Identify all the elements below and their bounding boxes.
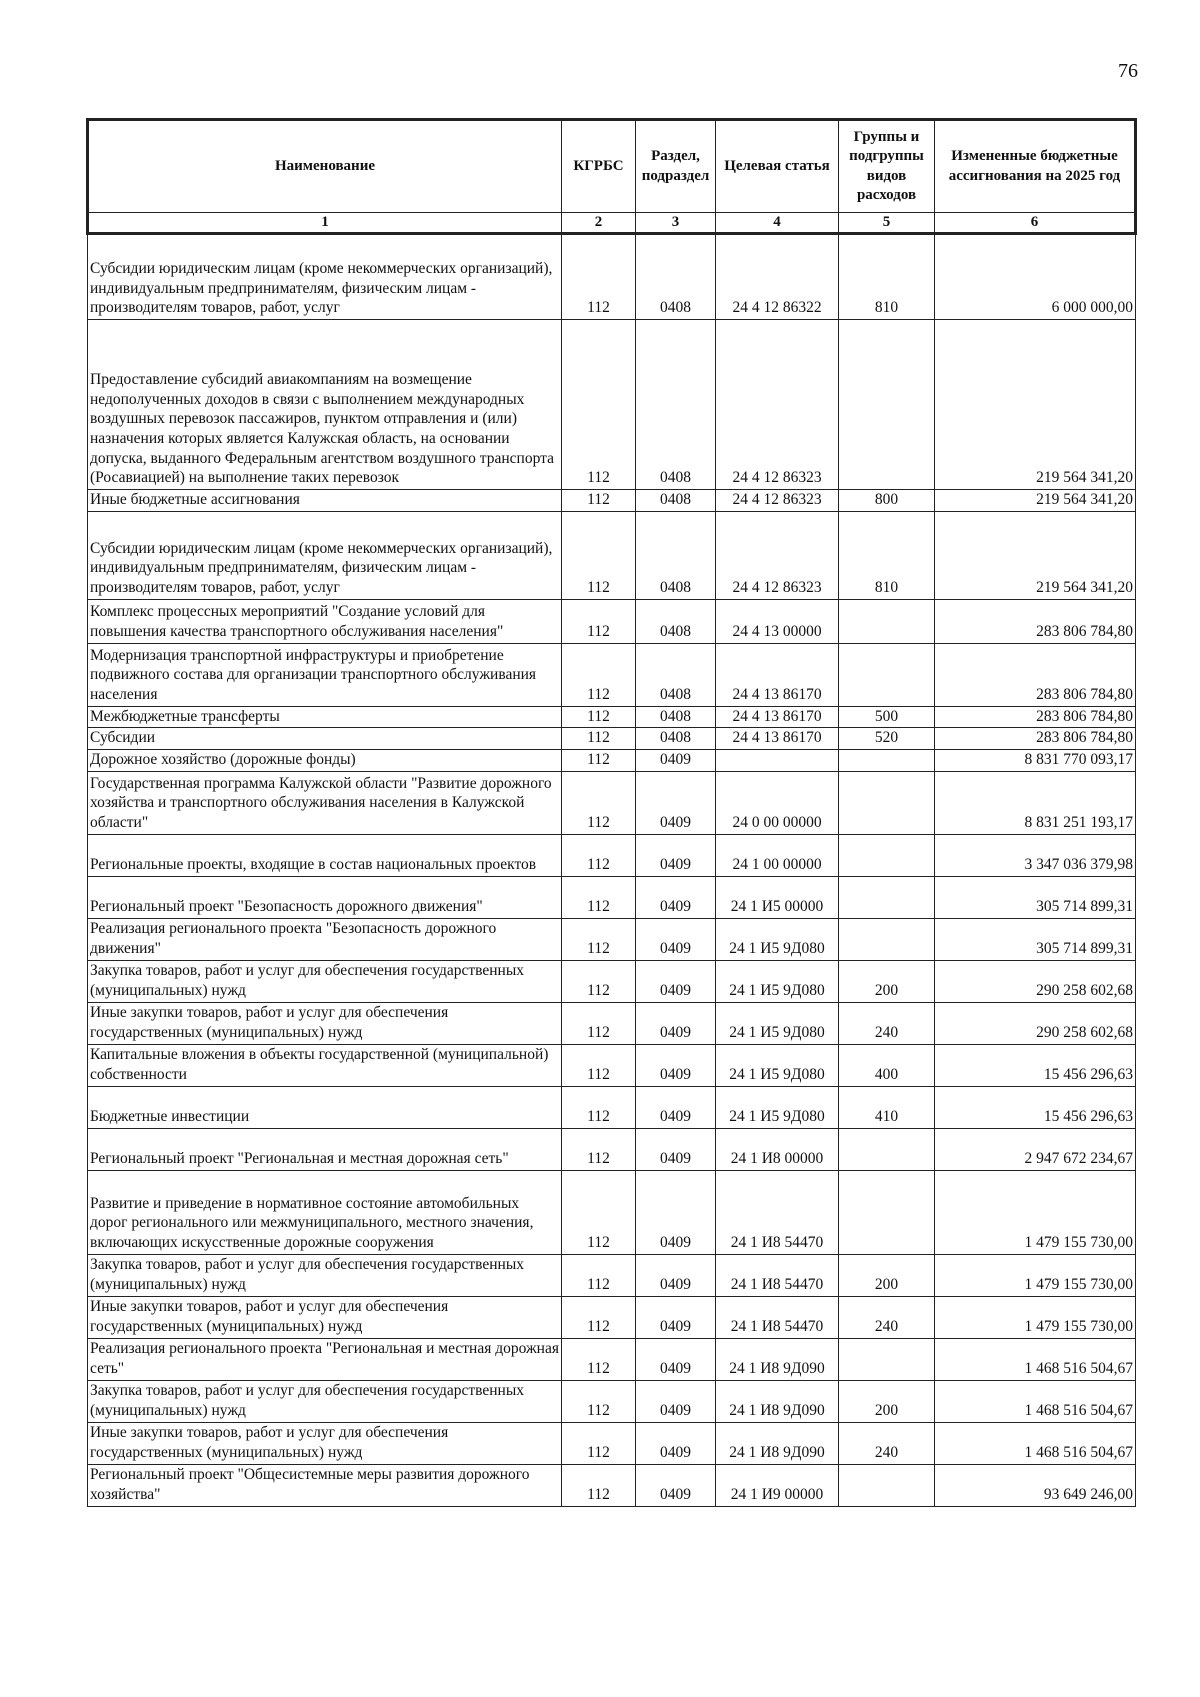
row-expense-group-cell: 800 — [839, 490, 935, 512]
row-section-cell: 0409 — [636, 1044, 716, 1086]
row-kgrbs-cell: 112 — [562, 750, 636, 772]
row-amount-cell: 283 806 784,80 — [935, 643, 1136, 706]
row-amount-cell: 1 468 516 504,67 — [935, 1338, 1136, 1380]
row-amount-cell: 290 258 602,68 — [935, 1002, 1136, 1044]
table-row — [88, 918, 1136, 960]
row-expense-group-cell — [839, 834, 935, 876]
row-target-article-cell: 24 4 13 86170 — [716, 706, 839, 728]
row-expense-group-cell: 240 — [839, 1422, 935, 1464]
row-section-cell: 0409 — [636, 876, 716, 918]
row-expense-group-cell — [839, 1128, 935, 1170]
row-expense-group-cell — [839, 320, 935, 490]
row-kgrbs-cell: 112 — [562, 1170, 636, 1254]
row-kgrbs-cell: 112 — [562, 1002, 636, 1044]
row-amount-cell: 6 000 000,00 — [935, 234, 1136, 320]
row-name-cell: Закупка товаров, работ и услуг для обеспечения государственных (муниципальных) нужд — [88, 960, 562, 1002]
row-expense-group-cell — [839, 750, 935, 772]
row-section-cell: 0408 — [636, 320, 716, 490]
row-expense-group-cell: 810 — [839, 234, 935, 320]
row-expense-group-cell — [839, 876, 935, 918]
row-name-cell: Иные закупки товаров, работ и услуг для обеспечения государственных (муниципальных) нужд — [88, 1002, 562, 1044]
table-row — [88, 960, 1136, 1002]
row-amount-cell: 15 456 296,63 — [935, 1086, 1136, 1128]
row-name-cell: Дорожное хозяйство (дорожные фонды) — [88, 750, 562, 772]
row-target-article-cell: 24 4 12 86323 — [716, 490, 839, 512]
table-row — [88, 834, 1136, 876]
header-section: Раздел, подраздел — [636, 120, 716, 213]
row-name-cell: Бюджетные инвестиции — [88, 1086, 562, 1128]
row-name-cell: Развитие и приведение в нормативное состояние автомобильных дорог регионального или межмуниципального, местного значения, включающих искусственные дорожные сооружения — [88, 1170, 562, 1254]
row-amount-cell: 1 479 155 730,00 — [935, 1254, 1136, 1296]
row-target-article-cell: 24 1 И8 54470 — [716, 1170, 839, 1254]
row-target-article-cell: 24 1 И8 54470 — [716, 1296, 839, 1338]
table-header-row — [88, 120, 1136, 213]
table-row — [88, 771, 1136, 834]
row-kgrbs-cell: 112 — [562, 511, 636, 599]
table-row — [88, 876, 1136, 918]
column-number: 3 — [636, 213, 716, 234]
row-name-cell: Региональные проекты, входящие в состав национальных проектов — [88, 834, 562, 876]
row-section-cell: 0409 — [636, 1380, 716, 1422]
row-expense-group-cell — [839, 771, 935, 834]
row-expense-group-cell — [839, 1464, 935, 1506]
table-row — [88, 1086, 1136, 1128]
row-section-cell: 0409 — [636, 1296, 716, 1338]
row-name-cell: Субсидии юридическим лицам (кроме некоммерческих организаций), индивидуальным предпринимателям, физическим лицам - производителям товаров, работ, услуг — [88, 511, 562, 599]
row-section-cell: 0408 — [636, 511, 716, 599]
row-name-cell: Региональный проект "Региональная и местная дорожная сеть" — [88, 1128, 562, 1170]
column-number: 5 — [839, 213, 935, 234]
column-number: 6 — [935, 213, 1136, 234]
row-target-article-cell: 24 1 И5 9Д080 — [716, 918, 839, 960]
row-amount-cell: 219 564 341,20 — [935, 490, 1136, 512]
row-section-cell: 0409 — [636, 771, 716, 834]
row-section-cell: 0409 — [636, 1002, 716, 1044]
row-section-cell: 0408 — [636, 706, 716, 728]
row-kgrbs-cell: 112 — [562, 876, 636, 918]
table-row — [88, 234, 1136, 320]
header-target-article: Целевая статья — [716, 120, 839, 213]
row-target-article-cell: 24 1 И5 9Д080 — [716, 1044, 839, 1086]
row-kgrbs-cell: 112 — [562, 728, 636, 750]
row-amount-cell: 1 479 155 730,00 — [935, 1170, 1136, 1254]
row-expense-group-cell — [839, 1338, 935, 1380]
row-target-article-cell: 24 1 И8 9Д090 — [716, 1422, 839, 1464]
row-name-cell: Предоставление субсидий авиакомпаниям на возмещение недополученных доходов в связи с выполнением международных воздушных перевозок пассажиров, пунктом отправления и (или) назначения которых является Калужская область, на основании допуска, выданного Федеральным агентством воздушного транспорта (Росавиацией) на выполнение таких перевозок — [88, 320, 562, 490]
table-row — [88, 728, 1136, 750]
row-amount-cell: 15 456 296,63 — [935, 1044, 1136, 1086]
row-kgrbs-cell: 112 — [562, 1044, 636, 1086]
row-amount-cell: 305 714 899,31 — [935, 876, 1136, 918]
row-amount-cell: 219 564 341,20 — [935, 320, 1136, 490]
row-amount-cell: 283 806 784,80 — [935, 706, 1136, 728]
table-row — [88, 1464, 1136, 1506]
row-section-cell: 0409 — [636, 1422, 716, 1464]
row-amount-cell: 305 714 899,31 — [935, 918, 1136, 960]
row-kgrbs-cell: 112 — [562, 234, 636, 320]
row-amount-cell: 8 831 770 093,17 — [935, 750, 1136, 772]
row-section-cell: 0408 — [636, 490, 716, 512]
page-number: 76 — [1118, 60, 1138, 82]
row-name-cell: Капитальные вложения в объекты государственной (муниципальной) собственности — [88, 1044, 562, 1086]
table-row — [88, 1044, 1136, 1086]
table-row — [88, 490, 1136, 512]
column-number: 4 — [716, 213, 839, 234]
table-row — [88, 1254, 1136, 1296]
row-amount-cell: 2 947 672 234,67 — [935, 1128, 1136, 1170]
row-section-cell: 0409 — [636, 1338, 716, 1380]
row-section-cell: 0409 — [636, 1170, 716, 1254]
row-name-cell: Государственная программа Калужской области "Развитие дорожного хозяйства и транспортного обслуживания населения в Калужской области" — [88, 771, 562, 834]
row-name-cell: Субсидии юридическим лицам (кроме некоммерческих организаций), индивидуальным предпринимателям, физическим лицам - производителям товаров, работ, услуг — [88, 234, 562, 320]
row-name-cell: Региональный проект "Безопасность дорожного движения" — [88, 876, 562, 918]
row-section-cell: 0409 — [636, 1128, 716, 1170]
row-kgrbs-cell: 112 — [562, 771, 636, 834]
row-target-article-cell: 24 1 И5 9Д080 — [716, 1002, 839, 1044]
row-target-article-cell — [716, 750, 839, 772]
column-number: 1 — [88, 213, 562, 234]
row-expense-group-cell: 200 — [839, 1254, 935, 1296]
row-expense-group-cell: 200 — [839, 1380, 935, 1422]
table-row — [88, 1338, 1136, 1380]
row-expense-group-cell: 240 — [839, 1002, 935, 1044]
table-row — [88, 320, 1136, 490]
row-expense-group-cell: 400 — [839, 1044, 935, 1086]
row-section-cell: 0408 — [636, 599, 716, 643]
row-target-article-cell: 24 1 00 00000 — [716, 834, 839, 876]
table-body — [88, 234, 1136, 1507]
row-kgrbs-cell: 112 — [562, 643, 636, 706]
row-kgrbs-cell: 112 — [562, 1086, 636, 1128]
row-kgrbs-cell: 112 — [562, 320, 636, 490]
row-target-article-cell: 24 1 И5 9Д080 — [716, 1086, 839, 1128]
row-amount-cell: 283 806 784,80 — [935, 599, 1136, 643]
column-number-row — [88, 213, 1136, 234]
row-kgrbs-cell: 112 — [562, 834, 636, 876]
row-amount-cell: 1 468 516 504,67 — [935, 1380, 1136, 1422]
row-amount-cell: 8 831 251 193,17 — [935, 771, 1136, 834]
table-row — [88, 511, 1136, 599]
row-target-article-cell: 24 1 И8 9Д090 — [716, 1380, 839, 1422]
row-name-cell: Закупка товаров, работ и услуг для обеспечения государственных (муниципальных) нужд — [88, 1380, 562, 1422]
row-section-cell: 0408 — [636, 643, 716, 706]
row-section-cell: 0408 — [636, 728, 716, 750]
row-amount-cell: 3 347 036 379,98 — [935, 834, 1136, 876]
row-name-cell: Межбюджетные трансферты — [88, 706, 562, 728]
row-target-article-cell: 24 1 И8 9Д090 — [716, 1338, 839, 1380]
row-target-article-cell: 24 4 13 00000 — [716, 599, 839, 643]
table-row — [88, 750, 1136, 772]
row-name-cell: Иные закупки товаров, работ и услуг для обеспечения государственных (муниципальных) нужд — [88, 1296, 562, 1338]
row-name-cell: Реализация регионального проекта "Безопасность дорожного движения" — [88, 918, 562, 960]
row-expense-group-cell: 410 — [839, 1086, 935, 1128]
row-section-cell: 0409 — [636, 1464, 716, 1506]
row-expense-group-cell: 200 — [839, 960, 935, 1002]
row-target-article-cell: 24 4 12 86323 — [716, 511, 839, 599]
row-target-article-cell: 24 1 И5 00000 — [716, 876, 839, 918]
row-name-cell: Субсидии — [88, 728, 562, 750]
row-kgrbs-cell: 112 — [562, 1254, 636, 1296]
header-name: Наименование — [88, 120, 562, 213]
row-amount-cell: 290 258 602,68 — [935, 960, 1136, 1002]
table-row — [88, 1002, 1136, 1044]
row-target-article-cell: 24 0 00 00000 — [716, 771, 839, 834]
row-expense-group-cell — [839, 599, 935, 643]
row-expense-group-cell: 810 — [839, 511, 935, 599]
row-target-article-cell: 24 4 12 86322 — [716, 234, 839, 320]
row-expense-group-cell — [839, 918, 935, 960]
row-target-article-cell: 24 1 И9 00000 — [716, 1464, 839, 1506]
row-kgrbs-cell: 112 — [562, 1296, 636, 1338]
row-name-cell: Иные закупки товаров, работ и услуг для обеспечения государственных (муниципальных) нужд — [88, 1422, 562, 1464]
row-section-cell: 0409 — [636, 1086, 716, 1128]
row-target-article-cell: 24 4 13 86170 — [716, 728, 839, 750]
row-kgrbs-cell: 112 — [562, 1380, 636, 1422]
row-section-cell: 0409 — [636, 834, 716, 876]
row-target-article-cell: 24 4 12 86323 — [716, 320, 839, 490]
row-name-cell: Закупка товаров, работ и услуг для обеспечения государственных (муниципальных) нужд — [88, 1254, 562, 1296]
row-kgrbs-cell: 112 — [562, 1464, 636, 1506]
row-amount-cell: 1 479 155 730,00 — [935, 1296, 1136, 1338]
row-section-cell: 0409 — [636, 1254, 716, 1296]
row-name-cell: Иные бюджетные ассигнования — [88, 490, 562, 512]
table-row — [88, 1170, 1136, 1254]
row-kgrbs-cell: 112 — [562, 1338, 636, 1380]
row-kgrbs-cell: 112 — [562, 1422, 636, 1464]
table-row — [88, 1296, 1136, 1338]
row-expense-group-cell — [839, 643, 935, 706]
row-section-cell: 0409 — [636, 960, 716, 1002]
header-amount-2025: Измененные бюджетные ассигнования на 2025 год — [935, 120, 1136, 213]
row-target-article-cell: 24 1 И8 54470 — [716, 1254, 839, 1296]
row-amount-cell: 1 468 516 504,67 — [935, 1422, 1136, 1464]
table-row — [88, 1128, 1136, 1170]
table-row — [88, 1380, 1136, 1422]
table-row — [88, 706, 1136, 728]
row-amount-cell: 283 806 784,80 — [935, 728, 1136, 750]
table-row — [88, 599, 1136, 643]
row-name-cell: Модернизация транспортной инфраструктуры и приобретение подвижного состава для организации транспортного обслуживания населения — [88, 643, 562, 706]
column-number: 2 — [562, 213, 636, 234]
budget-table — [86, 118, 1137, 1507]
row-expense-group-cell: 500 — [839, 706, 935, 728]
row-amount-cell: 93 649 246,00 — [935, 1464, 1136, 1506]
row-expense-group-cell: 240 — [839, 1296, 935, 1338]
row-name-cell: Региональный проект "Общесистемные меры развития дорожного хозяйства" — [88, 1464, 562, 1506]
header-expense-groups: Группы и подгруппы видов расходов — [839, 120, 935, 213]
row-kgrbs-cell: 112 — [562, 918, 636, 960]
row-target-article-cell: 24 1 И5 9Д080 — [716, 960, 839, 1002]
row-kgrbs-cell: 112 — [562, 490, 636, 512]
row-target-article-cell: 24 4 13 86170 — [716, 643, 839, 706]
table-row — [88, 1422, 1136, 1464]
row-kgrbs-cell: 112 — [562, 1128, 636, 1170]
row-section-cell: 0408 — [636, 234, 716, 320]
row-kgrbs-cell: 112 — [562, 706, 636, 728]
row-name-cell: Комплекс процессных мероприятий "Создание условий для повышения качества транспортного обслуживания населения" — [88, 599, 562, 643]
row-target-article-cell: 24 1 И8 00000 — [716, 1128, 839, 1170]
header-kgrbs: КГРБС — [562, 120, 636, 213]
row-expense-group-cell: 520 — [839, 728, 935, 750]
table-row — [88, 643, 1136, 706]
row-amount-cell: 219 564 341,20 — [935, 511, 1136, 599]
row-section-cell: 0409 — [636, 918, 716, 960]
row-expense-group-cell — [839, 1170, 935, 1254]
row-kgrbs-cell: 112 — [562, 960, 636, 1002]
row-section-cell: 0409 — [636, 750, 716, 772]
row-name-cell: Реализация регионального проекта "Региональная и местная дорожная сеть" — [88, 1338, 562, 1380]
row-kgrbs-cell: 112 — [562, 599, 636, 643]
